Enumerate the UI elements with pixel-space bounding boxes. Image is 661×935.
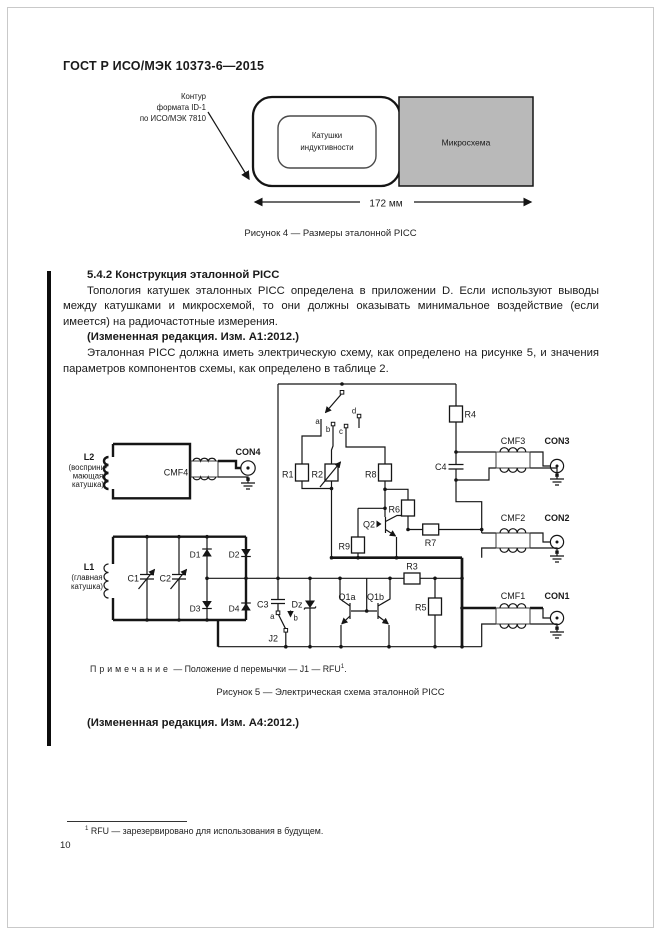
label-r4: R4: [464, 409, 477, 420]
label-q2: Q2: [362, 519, 375, 530]
label-sw-a: a: [315, 417, 320, 426]
resistor-r1: [282, 464, 309, 481]
coils-outline: [278, 116, 376, 168]
page-number: 10: [60, 840, 71, 851]
label-r7: R7: [424, 538, 437, 548]
connector-con2: [544, 513, 569, 562]
callout-arrow: [208, 112, 249, 179]
connector-con1: [544, 591, 569, 638]
label-sw-d: d: [351, 406, 357, 416]
note-label: Примечание: [90, 663, 171, 674]
chip-block: [399, 97, 533, 186]
section-heading: 5.4.2 Конструкция эталонной PICC: [87, 269, 280, 281]
note-period: .: [344, 663, 347, 674]
figure4-caption: Рисунок 4 — Размеры эталонной PICC: [244, 228, 417, 239]
footnote-rule: [67, 821, 187, 822]
label-c2: C2: [159, 573, 171, 584]
label-cmf1: CMF1: [500, 591, 526, 601]
label-sw-b: b: [325, 425, 331, 434]
label-cmf2: CMF2: [500, 513, 526, 523]
note-superscript: 1: [340, 663, 345, 670]
note-dash: —: [170, 663, 185, 674]
label-con2: CON2: [544, 513, 570, 523]
label-con1: CON1: [544, 591, 570, 601]
document-header: ГОСТ Р ИСО/МЭК 10373-6—2015: [63, 59, 265, 73]
capacitor-c3: [257, 600, 269, 610]
label-l2-sub3: катушка): [71, 480, 105, 489]
label-sw-c: c: [339, 427, 343, 436]
label-r6: R6: [388, 504, 400, 515]
coils-line1: Катушки: [311, 131, 343, 140]
diode-d2: [229, 549, 251, 560]
capacitor-c4: [435, 462, 464, 472]
resistor-r2: [311, 462, 340, 487]
change-bar: [47, 271, 51, 746]
transformer-cmf1: [496, 591, 530, 628]
footnote-text: RFU — зарезервировано для использования в будущем.: [88, 825, 324, 836]
label-r5: R5: [414, 602, 427, 613]
label-q1b: Q1b: [366, 592, 385, 602]
label-j2-b: b: [293, 613, 298, 623]
resistor-r4: [450, 406, 477, 422]
label-c4: C4: [434, 462, 447, 472]
dimension-label: 172 мм: [369, 198, 403, 210]
transformer-cmf2: [496, 513, 530, 552]
label-d3: D3: [189, 603, 201, 614]
label-d4: D4: [228, 603, 240, 614]
resistor-r9: [338, 537, 364, 553]
footnote: [85, 825, 323, 836]
label-cmf4: CMF4: [163, 467, 189, 478]
zener-dz: [292, 600, 317, 610]
figure4-drawing: [100, 88, 550, 220]
transformer-cmf3: [496, 436, 530, 472]
amendment-2: (Измененная редакция. Изм. А4:2012.): [87, 717, 299, 729]
chip-label: Микросхема: [441, 137, 491, 148]
id1-callout: [140, 92, 249, 179]
connector-con3: [544, 436, 569, 485]
label-r2: R2: [311, 469, 323, 480]
capacitor-c2: [159, 537, 186, 620]
transistor-q1a: [338, 592, 355, 619]
label-r9: R9: [338, 541, 350, 552]
footnote-superscript: 1: [85, 825, 89, 832]
capacitor-c1: [127, 537, 154, 620]
figure5-note: [90, 663, 347, 674]
label-l1: L1: [83, 562, 95, 572]
label-d2: D2: [228, 549, 240, 560]
label-l2-sub2: мающая: [72, 471, 104, 481]
label-cmf3: CMF3: [500, 436, 526, 446]
resistor-r6: [388, 500, 414, 516]
callout-line1: Контур: [181, 92, 206, 101]
resistor-r3: [404, 562, 420, 585]
label-q1a: Q1a: [338, 592, 356, 602]
jumper-j2: [268, 611, 298, 644]
diode-d3: [190, 601, 212, 614]
coils-line2: индуктивности: [300, 143, 354, 152]
label-r1: R1: [281, 469, 294, 480]
figure5-caption: Рисунок 5 — Электрическая схема эталонной PICC: [216, 687, 445, 698]
dimension-arrow: [255, 199, 531, 210]
transistor-q2: [363, 517, 386, 533]
label-l2-sub1: (восприни-: [68, 463, 108, 472]
amendment-1: (Измененная редакция. Изм. А1:2012.): [87, 331, 299, 344]
connector-con4: [218, 447, 261, 489]
resistor-r7: [423, 524, 439, 548]
resistor-r8: [365, 464, 392, 481]
label-l2: L2: [83, 452, 95, 462]
paragraph-2: Эталонная PICC должна иметь электрическую схему, как определено на рисунке 5, и значения параметров компонентов схемы, как определено в таблице 2.: [63, 346, 599, 375]
label-c3: C3: [256, 599, 269, 610]
label-c1: C1: [127, 573, 139, 584]
note-body: Положение d перемычки — J1 — RFU: [184, 663, 341, 674]
label-l1-sub1: (главная: [71, 573, 103, 582]
resistor-r5: [415, 598, 442, 615]
label-j2-a: a: [270, 612, 275, 621]
jumper-j1: [315, 391, 360, 437]
label-con4: CON4: [235, 447, 261, 457]
transistor-q1b: [367, 592, 384, 619]
diode-d4: [229, 603, 251, 614]
callout-line2: формата ID-1: [156, 103, 206, 112]
label-con3: CON3: [544, 436, 570, 446]
section-5-4-2: [63, 268, 599, 377]
label-d1: D1: [189, 549, 201, 560]
label-r3: R3: [406, 561, 418, 572]
label-l1-sub2: катушка): [70, 582, 104, 591]
label-dz: Dz: [291, 599, 303, 610]
figure5-schematic: [55, 372, 630, 658]
transformer-cmf4: [164, 458, 218, 480]
paragraph-1: Топология катушек эталонных PICC определена в приложении D. Если используют выводы между катушками и микросхемой, то они должны оказывать минимальное воздействие (если имеется) на радиочастотные измерения.: [63, 284, 599, 328]
callout-line3: по ИСО/МЭК 7810: [139, 114, 206, 123]
label-j2: J2: [268, 633, 278, 644]
label-r8: R8: [364, 469, 377, 480]
